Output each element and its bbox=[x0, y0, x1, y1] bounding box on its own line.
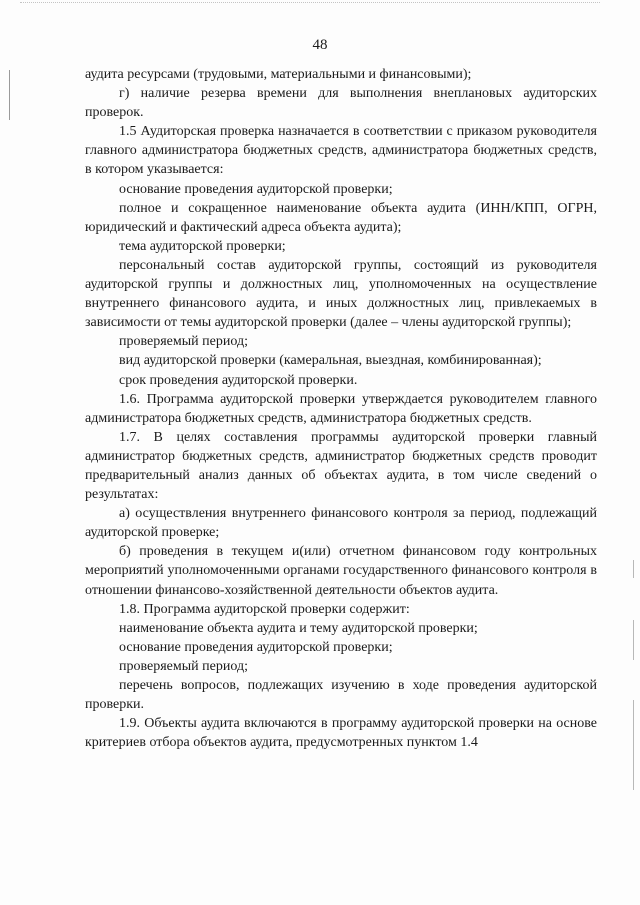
page-number: 48 bbox=[312, 37, 328, 53]
paragraph: вид аудиторской проверки (камеральная, выездная, комбинированная); bbox=[119, 353, 542, 369]
paragraph: полное и сокращенное наименование объекта аудита (ИНН/КПП, ОГРН, юридический и фактический адреса объекта аудита); bbox=[85, 200, 597, 235]
paragraph: г) наличие резерва времени для выполнения внеплановых аудиторских проверок. bbox=[85, 86, 597, 121]
paragraph: 1.9. Объекты аудита включаются в программу аудиторской проверки на основе критериев отбора объектов аудита, предусмотренных пунктом 1.4 bbox=[85, 716, 597, 751]
scan-artifact-top bbox=[20, 2, 600, 5]
paragraph: основание проведения аудиторской проверки; bbox=[119, 181, 393, 197]
scan-artifact-left bbox=[9, 70, 10, 120]
paragraph: срок проведения аудиторской проверки. bbox=[119, 372, 358, 388]
paragraph: проверяемый период; bbox=[119, 334, 248, 350]
paragraph: а) осуществления внутреннего финансового контроля за период, подлежащий аудиторской проверке; bbox=[85, 506, 597, 541]
paragraph: 1.5 Аудиторская проверка назначается в соответствии с приказом руководителя главного администратора бюджетных средств, администратора бюджетных средств, в котором указывается: bbox=[85, 124, 597, 178]
paragraph: основание проведения аудиторской проверки; bbox=[119, 639, 393, 655]
paragraph: персональный состав аудиторской группы, состоящий из руководителя аудиторской группы и должностных лиц, уполномоченных на осуществление внутреннего финансового аудита, и иных должностных лиц, привлекаемых в зависимости от темы аудиторской проверки (далее – члены аудиторской группы); bbox=[85, 257, 597, 331]
paragraph: наименование объекта аудита и тему аудиторской проверки; bbox=[119, 620, 478, 636]
paragraph: проверяемый период; bbox=[119, 658, 248, 674]
paragraph: 1.6. Программа аудиторской проверки утверждается руководителем главного администратора бюджетных средств, администратора бюджетных средств. bbox=[85, 391, 597, 426]
paragraph: 1.8. Программа аудиторской проверки содержит: bbox=[119, 601, 410, 617]
scan-artifact-right bbox=[633, 700, 634, 790]
scan-artifact-right bbox=[633, 560, 634, 578]
paragraph: аудита ресурсами (трудовыми, материальными и финансовыми); bbox=[85, 67, 472, 82]
document-body bbox=[85, 65, 597, 752]
paragraph: тема аудиторской проверки; bbox=[119, 238, 286, 254]
paragraph: перечень вопросов, подлежащих изучению в ходе проведения аудиторской проверки. bbox=[85, 678, 597, 713]
scan-artifact-right bbox=[633, 620, 634, 660]
paragraph: б) проведения в текущем и(или) отчетном финансовом году контрольных мероприятий уполномоченными органами государственного финансового контроля в отношении финансово-хозяйственной деятельности объектов аудита. bbox=[85, 544, 597, 598]
paragraph: 1.7. В целях составления программы аудиторской проверки главный администратор бюджетных средств, администратор бюджетных средств проводит предварительный анализ данных об объектах аудита, в том числе сведений о результатах: bbox=[85, 429, 597, 503]
